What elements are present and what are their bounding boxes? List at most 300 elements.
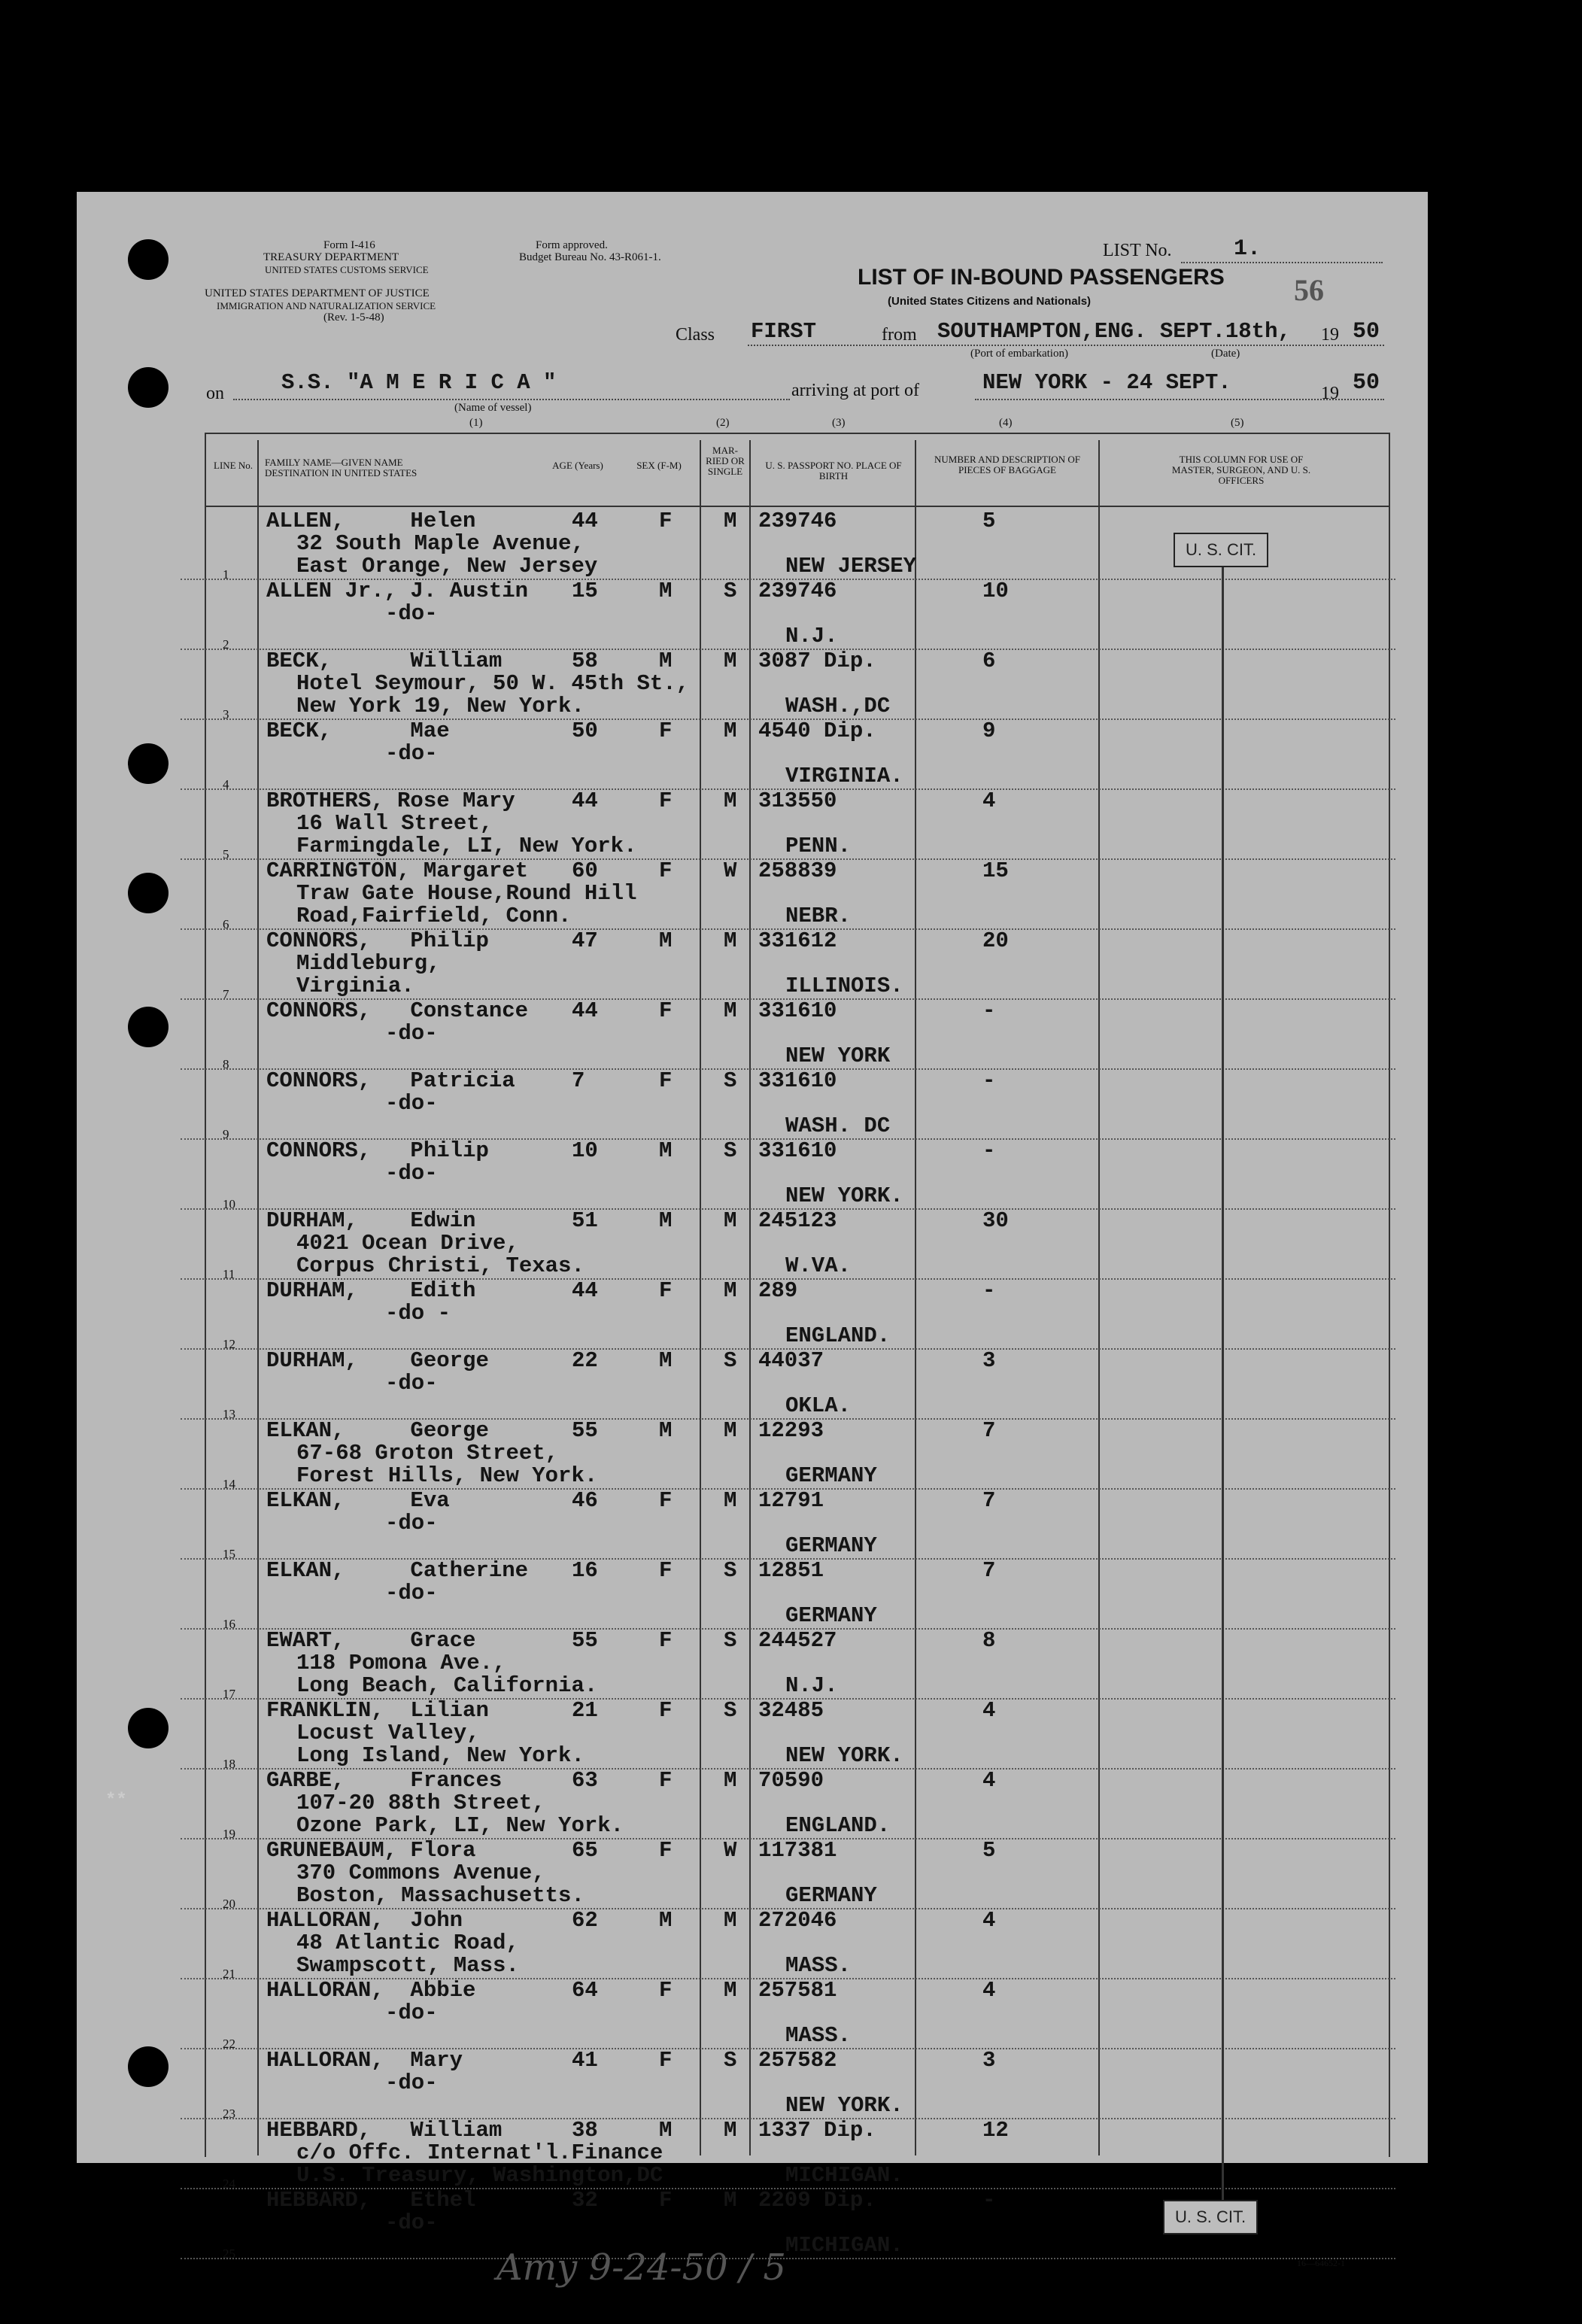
passenger-birthplace: ILLINOIS. (785, 974, 903, 998)
passenger-baggage: 4 (982, 1908, 996, 1933)
passenger-baggage: 12 (982, 2118, 1009, 2143)
passenger-sex: M (659, 1138, 673, 1163)
passenger-address-line: Road,Fairfield, Conn. (296, 904, 572, 928)
passenger-passport: 258839 (758, 858, 837, 883)
passenger-sex: F (659, 1698, 673, 1723)
passenger-sex: F (659, 1068, 673, 1093)
passenger-age: 15 (572, 579, 598, 603)
passenger-passport: 117381 (758, 1838, 837, 1863)
passenger-name: HALLORAN, John (266, 1908, 463, 1933)
passenger-marital: M (724, 1978, 737, 2003)
passenger-address-line: Farmingdale, LI, New York. (296, 834, 637, 858)
passenger-address-line: 107-20 88th Street, (296, 1791, 545, 1815)
passenger-address-line: -do- (385, 1511, 438, 1536)
passenger-passport: 331610 (758, 998, 837, 1023)
passenger-address-line: Forest Hills, New York. (296, 1463, 598, 1488)
passenger-baggage: - (982, 1068, 996, 1093)
binder-hole (128, 2212, 169, 2253)
passenger-birthplace: MASS. (785, 2023, 852, 2048)
binder-hole (128, 873, 169, 913)
passenger-marital: M (724, 1278, 737, 1303)
line-number: 22 (223, 2037, 235, 2051)
line-number: 15 (223, 1547, 235, 1561)
col-header-sex: SEX (F-M) (636, 460, 682, 471)
passenger-birthplace: MASS. (785, 1953, 852, 1978)
row-rule (181, 2258, 1395, 2259)
line-number: 1 (223, 567, 229, 582)
passenger-sex: F (659, 1978, 673, 2003)
list-no-value: 1. (1234, 236, 1262, 262)
passenger-baggage: - (982, 1278, 996, 1303)
passenger-name: CONNORS, Philip (266, 1138, 489, 1163)
line-number: 9 (223, 1127, 229, 1141)
class-value: FIRST (751, 319, 817, 344)
passenger-birthplace: NEW YORK. (785, 1743, 903, 1768)
passenger-passport: 289 (758, 1278, 798, 1303)
passenger-baggage: 4 (982, 788, 996, 813)
officer-line (1222, 566, 1224, 2206)
from-label: from (882, 325, 917, 345)
handwritten-annotation: Amy 9-24-50 / 5 (496, 2247, 786, 2289)
passenger-sex: F (659, 1488, 673, 1513)
col-num-1: (1) (469, 417, 483, 429)
passenger-passport: 313550 (758, 788, 837, 813)
passenger-name: ELKAN, George (266, 1418, 489, 1443)
passenger-name: BECK, William (266, 649, 503, 673)
passenger-age: 21 (572, 1698, 598, 1723)
list-no-label: LIST No. (1103, 241, 1172, 260)
passenger-name: DURHAM, George (266, 1348, 489, 1373)
passenger-passport: 70590 (758, 1768, 824, 1793)
passenger-passport: 331610 (758, 1068, 837, 1093)
passenger-marital: M (724, 2188, 737, 2213)
page-title: LIST OF IN-BOUND PASSENGERS (858, 265, 1225, 290)
passenger-baggage: 30 (982, 1208, 1009, 1233)
arrival-rule (975, 399, 1384, 400)
col-divider (915, 440, 916, 2155)
passenger-age: 65 (572, 1838, 598, 1863)
passenger-address-line: -do- (385, 1371, 438, 1396)
year-value-2: 50 (1353, 370, 1380, 396)
passenger-sex: M (659, 1908, 673, 1933)
passenger-name: CARRINGTON, Margaret (266, 858, 529, 883)
col-num-2: (2) (716, 417, 730, 429)
passenger-address-line: Virginia. (296, 974, 414, 998)
line-number: 23 (223, 2107, 235, 2121)
passenger-passport: 272046 (758, 1908, 837, 1933)
budget-label: Budget Bureau No. 43-R061-1. (519, 251, 661, 263)
binder-hole (128, 239, 169, 280)
vessel-rule (233, 399, 790, 400)
passenger-name: HEBBARD, Ethel (266, 2188, 476, 2213)
passenger-sex: F (659, 2188, 673, 2213)
passenger-birthplace: GERMANY (785, 1463, 877, 1488)
passenger-sex: F (659, 2048, 673, 2073)
passenger-sex: M (659, 649, 673, 673)
passenger-address-line: East Orange, New Jersey (296, 554, 598, 579)
customs-label: UNITED STATES CUSTOMS SERVICE (265, 264, 429, 275)
passenger-birthplace: WASH.,DC (785, 694, 891, 718)
passenger-age: 55 (572, 1628, 598, 1653)
passenger-birthplace: ENGLAND. (785, 1323, 891, 1348)
passenger-birthplace: NEW YORK. (785, 1183, 903, 1208)
passenger-name: DURHAM, Edith (266, 1278, 476, 1303)
passenger-address-line: 48 Atlantic Road, (296, 1931, 519, 1955)
passenger-age: 64 (572, 1978, 598, 2003)
vessel-name: S.S. "A M E R I C A " (281, 370, 557, 395)
passenger-sex: F (659, 1278, 673, 1303)
passenger-baggage: 8 (982, 1628, 996, 1653)
line-number: 10 (223, 1197, 235, 1211)
passenger-birthplace: NEW YORK (785, 1044, 891, 1068)
col-divider (257, 440, 259, 2155)
passenger-baggage: - (982, 2188, 996, 2213)
passenger-address-line: New York 19, New York. (296, 694, 585, 718)
passenger-name: HEBBARD, William (266, 2118, 503, 2143)
year-value: 50 (1353, 319, 1380, 345)
passenger-address-line: 118 Pomona Ave., (296, 1651, 506, 1675)
line-number: 18 (223, 1757, 235, 1771)
passenger-address-line: -do- (385, 601, 438, 626)
line-number: 13 (223, 1407, 235, 1421)
passenger-address-line: Corpus Christi, Texas. (296, 1253, 585, 1278)
passenger-baggage: 7 (982, 1558, 996, 1583)
line-number: 20 (223, 1897, 235, 1911)
passenger-passport: 331612 (758, 928, 837, 953)
passenger-age: 10 (572, 1138, 598, 1163)
passenger-age: 16 (572, 1558, 598, 1583)
passenger-address-line: 32 South Maple Avenue, (296, 531, 585, 556)
passenger-age: 44 (572, 788, 598, 813)
passenger-marital: S (724, 1348, 737, 1373)
passenger-address-line: Long Island, New York. (296, 1743, 585, 1768)
passenger-name: HALLORAN, Abbie (266, 1978, 476, 2003)
line-number: 5 (223, 847, 229, 861)
year-prefix: 19 (1321, 325, 1339, 345)
passenger-name: ELKAN, Eva (266, 1488, 450, 1513)
col-num-4: (4) (999, 417, 1013, 429)
passenger-baggage: 4 (982, 1978, 996, 2003)
passenger-birthplace: NEW JERSEY (785, 554, 917, 579)
passenger-marital: M (724, 788, 737, 813)
line-number: 11 (223, 1267, 235, 1281)
passenger-address-line: c/o Offc. Internat'l.Finance (296, 2140, 663, 2165)
passenger-baggage: 5 (982, 1838, 996, 1863)
passenger-marital: S (724, 579, 737, 603)
passenger-marital: M (724, 1488, 737, 1513)
passenger-name: ALLEN Jr., J. Austin (266, 579, 529, 603)
passenger-name: DURHAM, Edwin (266, 1208, 476, 1233)
passenger-passport: 4540 Dip. (758, 718, 876, 743)
passenger-birthplace: GERMANY (785, 1883, 877, 1908)
passenger-address-line: -do- (385, 1581, 438, 1606)
passenger-passport: 331610 (758, 1138, 837, 1163)
binder-hole (128, 367, 169, 408)
passenger-sex: F (659, 509, 673, 533)
line-number: 25 (223, 2247, 235, 2261)
passenger-passport: 257581 (758, 1978, 837, 2003)
col-num-3: (3) (832, 417, 846, 429)
passenger-name: BECK, Mae (266, 718, 450, 743)
arrival-value: NEW YORK - 24 SEPT. (982, 370, 1231, 395)
passenger-age: 38 (572, 2118, 598, 2143)
binder-hole (128, 2046, 169, 2087)
year-prefix-2: 19 (1321, 384, 1339, 403)
passenger-age: 62 (572, 1908, 598, 1933)
page-subtitle: (United States Citizens and Nationals) (888, 295, 1092, 308)
passenger-birthplace: GERMANY (785, 1603, 877, 1628)
passenger-address-line: Traw Gate House,Round Hill (296, 881, 637, 906)
port-embark-label: (Port of embarkation) (970, 348, 1068, 360)
passenger-baggage: 3 (982, 1348, 996, 1373)
passenger-address-line: Locust Valley, (296, 1721, 480, 1745)
col-header-line: LINE No. (214, 460, 253, 471)
passenger-age: 51 (572, 1208, 598, 1233)
passenger-address-line: -do- (385, 2070, 438, 2095)
passenger-passport: 239746 (758, 509, 837, 533)
passenger-sex: F (659, 718, 673, 743)
passenger-birthplace: W.VA. (785, 1253, 852, 1278)
passenger-marital: S (724, 1628, 737, 1653)
passenger-age: 44 (572, 1278, 598, 1303)
passenger-birthplace: WASH. DC (785, 1113, 891, 1138)
col-header-passport: U. S. PASSPORT NO. PLACE OF BIRTH (765, 460, 902, 482)
passenger-birthplace: VIRGINIA. (785, 764, 903, 788)
line-number: 12 (223, 1337, 235, 1351)
ins-label: IMMIGRATION AND NATURALIZATION SERVICE (217, 300, 436, 311)
passenger-passport: 12791 (758, 1488, 824, 1513)
passenger-baggage: - (982, 1138, 996, 1163)
passenger-birthplace: NEW YORK. (785, 2093, 903, 2118)
binder-hole (128, 743, 169, 784)
binder-hole (128, 1708, 169, 1748)
passenger-baggage: 6 (982, 649, 996, 673)
passenger-address-line: -do- (385, 741, 438, 766)
passenger-baggage: 4 (982, 1768, 996, 1793)
arriving-label: arriving at port of (791, 381, 919, 400)
margin-mark: ** (105, 1791, 127, 1811)
passenger-age: 60 (572, 858, 598, 883)
col-header-married: MAR- RIED OR SINGLE (706, 445, 745, 477)
passenger-birthplace: N.J. (785, 624, 838, 649)
line-number: 3 (223, 707, 229, 722)
col-header-name: FAMILY NAME—GIVEN NAME DESTINATION IN UNITED STATES (265, 457, 418, 478)
passenger-age: 41 (572, 2048, 598, 2073)
passenger-marital: S (724, 1068, 737, 1093)
passenger-baggage: 20 (982, 928, 1009, 953)
passenger-passport: 239746 (758, 579, 837, 603)
justice-label: UNITED STATES DEPARTMENT OF JUSTICE (205, 287, 430, 299)
passenger-passport: 245123 (758, 1208, 837, 1233)
passenger-sex: M (659, 2118, 673, 2143)
passenger-baggage: 7 (982, 1418, 996, 1443)
passenger-baggage: - (982, 998, 996, 1023)
date-label: (Date) (1211, 348, 1240, 360)
passenger-address-line: -do- (385, 1091, 438, 1116)
passenger-passport: 12293 (758, 1418, 824, 1443)
passenger-marital: M (724, 1208, 737, 1233)
vessel-label: (Name of vessel) (454, 402, 532, 414)
passenger-passport: 12851 (758, 1558, 824, 1583)
page-stamp: 56 (1294, 273, 1324, 307)
passenger-marital: M (724, 2118, 737, 2143)
passenger-age: 63 (572, 1768, 598, 1793)
passenger-passport: 244527 (758, 1628, 837, 1653)
passenger-sex: F (659, 858, 673, 883)
class-rule (748, 345, 1384, 346)
col-num-5: (5) (1231, 417, 1244, 429)
col-divider (1098, 440, 1100, 2155)
print-code: 16—64652-1 (1297, 2258, 1345, 2268)
passenger-address-line: Hotel Seymour, 50 W. 45th St., (296, 671, 690, 696)
passenger-name: CONNORS, Patricia (266, 1068, 515, 1093)
passenger-age: 46 (572, 1488, 598, 1513)
passenger-name: GRUNEBAUM, Flora (266, 1838, 476, 1863)
passenger-sex: M (659, 928, 673, 953)
col-header-age: AGE (Years) (552, 460, 603, 471)
passenger-marital: S (724, 1698, 737, 1723)
passenger-birthplace: MICHIGAN. (785, 2163, 903, 2188)
passenger-age: 47 (572, 928, 598, 953)
passenger-name: ELKAN, Catherine (266, 1558, 529, 1583)
passenger-age: 32 (572, 2188, 598, 2213)
line-number: 21 (223, 1967, 235, 1981)
passenger-sex: F (659, 1628, 673, 1653)
passenger-name: HALLORAN, Mary (266, 2048, 463, 2073)
passenger-birthplace: MICHIGAN. (785, 2233, 903, 2258)
passenger-marital: S (724, 1138, 737, 1163)
passenger-address-line: -do- (385, 2210, 438, 2235)
passenger-sex: F (659, 1768, 673, 1793)
passenger-address-line: U.S. Treasury, Washington,DC (296, 2163, 663, 2188)
passenger-passport: 2209 Dip. (758, 2188, 876, 2213)
passenger-marital: M (724, 928, 737, 953)
passenger-birthplace: N.J. (785, 1673, 838, 1698)
passenger-age: 7 (572, 1068, 585, 1093)
passenger-sex: M (659, 1418, 673, 1443)
us-citizen-stamp-top: U. S. CIT. (1174, 533, 1268, 567)
passenger-passport: 1337 Dip. (758, 2118, 876, 2143)
passenger-address-line: 370 Commons Avenue, (296, 1861, 545, 1885)
passenger-address-line: -do- (385, 1021, 438, 1046)
col-header-baggage: NUMBER AND DESCRIPTION OF PIECES OF BAGGAGE (934, 454, 1080, 475)
passenger-marital: W (724, 1838, 737, 1863)
passenger-marital: M (724, 998, 737, 1023)
passenger-baggage: 9 (982, 718, 996, 743)
passenger-birthplace: ENGLAND. (785, 1813, 891, 1838)
passenger-address-line: Ozone Park, LI, New York. (296, 1813, 624, 1838)
passenger-name: CONNORS, Philip (266, 928, 489, 953)
on-label: on (206, 384, 224, 403)
line-number: 4 (223, 777, 229, 791)
treasury-label: TREASURY DEPARTMENT (263, 251, 399, 263)
passenger-passport: 44037 (758, 1348, 824, 1373)
passenger-baggage: 3 (982, 2048, 996, 2073)
embarkation-value: SOUTHAMPTON,ENG. SEPT.18th, (937, 319, 1291, 344)
passenger-marital: S (724, 1558, 737, 1583)
passenger-sex: F (659, 788, 673, 813)
passenger-age: 50 (572, 718, 598, 743)
passenger-passport: 32485 (758, 1698, 824, 1723)
passenger-address-line: 4021 Ocean Drive, (296, 1231, 519, 1256)
passenger-name: ALLEN, Helen (266, 509, 476, 533)
col-divider (749, 440, 751, 2155)
passenger-birthplace: GERMANY (785, 1533, 877, 1558)
passenger-name: CONNORS, Constance (266, 998, 529, 1023)
approved-label: Form approved. (536, 239, 608, 251)
passenger-address-line: -do - (385, 1301, 451, 1326)
passenger-age: 58 (572, 649, 598, 673)
line-number: 16 (223, 1617, 235, 1631)
passenger-marital: M (724, 718, 737, 743)
passenger-birthplace: OKLA. (785, 1393, 852, 1418)
passenger-sex: F (659, 1838, 673, 1863)
rev-label: (Rev. 1-5-48) (323, 311, 384, 324)
passenger-address-line: -do- (385, 2000, 438, 2025)
line-number: 17 (223, 1687, 235, 1701)
passenger-marital: M (724, 509, 737, 533)
passenger-passport: 257582 (758, 2048, 837, 2073)
passenger-baggage: 7 (982, 1488, 996, 1513)
passenger-address-line: Swampscott, Mass. (296, 1953, 519, 1978)
passenger-marital: S (724, 2048, 737, 2073)
passenger-marital: M (724, 1768, 737, 1793)
passenger-address-line: -do- (385, 1161, 438, 1186)
passenger-name: BROTHERS, Rose Mary (266, 788, 515, 813)
passenger-baggage: 5 (982, 509, 996, 533)
passenger-name: GARBE, Frances (266, 1768, 503, 1793)
line-number: 8 (223, 1057, 229, 1071)
passenger-sex: F (659, 998, 673, 1023)
passenger-age: 55 (572, 1418, 598, 1443)
passenger-birthplace: PENN. (785, 834, 852, 858)
passenger-sex: F (659, 1558, 673, 1583)
line-number: 14 (223, 1477, 235, 1491)
passenger-age: 44 (572, 998, 598, 1023)
passenger-sex: M (659, 579, 673, 603)
us-citizen-stamp-bottom: U. S. CIT. (1163, 2200, 1258, 2234)
list-no-rule (1181, 262, 1383, 263)
line-number: 2 (223, 637, 229, 652)
passenger-birthplace: NEBR. (785, 904, 852, 928)
line-number: 6 (223, 917, 229, 931)
passenger-name: EWART, Grace (266, 1628, 476, 1653)
passenger-age: 22 (572, 1348, 598, 1373)
header-bottom-rule (205, 506, 1389, 507)
passenger-sex: M (659, 1208, 673, 1233)
passenger-sex: M (659, 1348, 673, 1373)
col-divider (700, 440, 701, 2155)
binder-hole (128, 1007, 169, 1047)
passenger-baggage: 4 (982, 1698, 996, 1723)
passenger-address-line: Middleburg, (296, 951, 441, 976)
passenger-passport: 3087 Dip. (758, 649, 876, 673)
passenger-marital: M (724, 1908, 737, 1933)
passenger-marital: M (724, 1418, 737, 1443)
form-number: Form I-416 (323, 239, 375, 251)
line-number: 19 (223, 1827, 235, 1841)
passenger-address-line: 16 Wall Street, (296, 811, 493, 836)
passenger-address-line: Boston, Massachusetts. (296, 1883, 585, 1908)
passenger-address-line: 67-68 Groton Street, (296, 1441, 559, 1466)
passenger-marital: W (724, 858, 737, 883)
passenger-age: 44 (572, 509, 598, 533)
class-label: Class (676, 325, 715, 345)
passenger-address-line: Long Beach, California. (296, 1673, 598, 1698)
passenger-baggage: 15 (982, 858, 1009, 883)
passenger-marital: M (724, 649, 737, 673)
passenger-baggage: 10 (982, 579, 1009, 603)
